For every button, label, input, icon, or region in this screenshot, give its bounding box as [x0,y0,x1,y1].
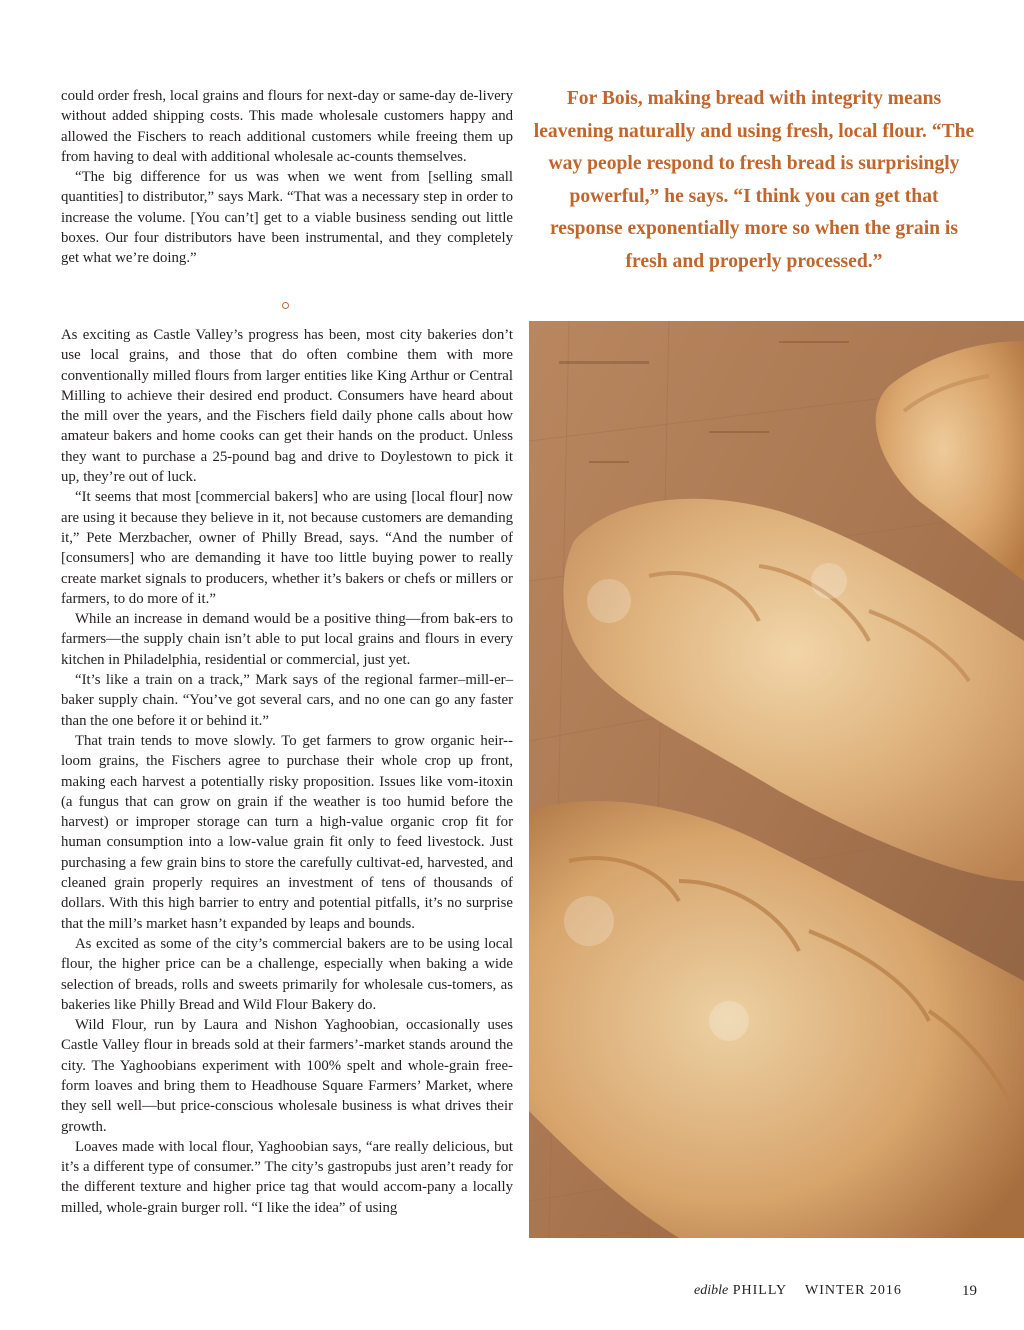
article-paragraph: “It’s like a train on a track,” Mark says of the regional farmer–mill-er–baker supply chain. “You’ve got several cars, and no one can go any faster than the one before it or behind it.” [61,672,513,729]
article-paragraph: Loaves made with local flour, Yaghoobian says, “are really delicious, but it’s a different type of consumer.” The city’s gastropubs just aren’t ready for the different texture and higher price tag that would accom-pany a locally milled, whole-grain burger roll. “I like the idea” of using [61,1138,513,1216]
article-paragraph: That train tends to move slowly. To get farmers to grow organic heir-loom grains, the Fischers agree to purchase their whole crop up front, making each harvest a potentially risky proposition. Issues like vom-itoxin (a fungus that can grow on grain if the weather is too humid before the harvest) or improper storage can turn a high-value organic crop fit for human consumption into a low-value grain fit only to feed livestock. Just purchasing a few grain bins to store the carefully cultivat-ed, harvested, and cleaned grain properly requires an investment of tens of thousands of dollars. With this high barrier to entry and potential pitfalls, it’s no surprise that the mill’s market hasn’t expanded by leaps and bounds. [61,732,513,932]
magazine-name-rest: PHILLY [732,1283,788,1298]
article-main-column [61,325,513,1218]
article-paragraph: could order fresh, local grains and flours for next-day or same-day de-livery without added shipping costs. This made wholesale customers happy and allowed the Fischers to reach additional customers while freeing them up from having to deal with additional wholesale ac-counts themselves. [61,88,513,165]
pull-quote-text: For Bois, making bread with integrity means leavening naturally and using fresh, local flour. “The way people respond to fresh bread is surprisingly powerful,” he says. “I think you can get that response exponentially more so when the grain is fresh and properly processed.” [533,88,975,272]
issue-date: WINTER 2016 [805,1283,902,1298]
pull-quote [533,83,975,278]
article-paragraph: “The big difference for us was when we went from [selling small quantities] to distributor,” says Mark. “That was a necessary step in order to increase the volume. [You can’t] get to a viable business sending out little boxes. Our four distributors have been instrumental, and they completely get what we’re doing.” [61,169,513,267]
article-paragraph: As exciting as Castle Valley’s progress has been, most city bakeries don’t use local grains, and those that do often combine them with more conventionally milled flours from larger entities like King Arthur or Central Milling to achieve their desired end product. Consumers have heard about the mill over the years, and the Fischers field daily phone calls about how amateur bakers and home cooks can get their hands on the product. Unless they want to purchase a 25-pound bag and drive to Doylestown to pick it up, they’re out of luck. [61,327,513,486]
article-top-column [61,86,513,269]
page-footer [0,1283,1024,1303]
magazine-name-italic: edible [694,1283,729,1298]
page-number: 19 [962,1283,977,1299]
baguettes-photo [529,321,1024,1238]
article-paragraph: “It seems that most [commercial bakers] who are using [local flour] now are using it because they believe in it, not because customers are demanding it,” Pete Merzbacher, owner of Philly Bread, says. “And the number of [consumers] who are demanding it have too little buying power to really create market signals to producers, whether it’s bakers or chefs or millers or farmers, to do more of it.” [61,489,513,607]
article-paragraph: While an increase in demand would be a positive thing—from bak-ers to farmers—the supply chain isn’t able to put local grains and flours in every kitchen in Philadelphia, residential or commercial, just yet. [61,611,513,668]
article-paragraph: Wild Flour, run by Laura and Nishon Yaghoobian, occasionally uses Castle Valley flour in breads sold at their farmers’-market stands around the city. The Yaghoobians experiment with 100% spelt and whole-grain free-form loaves and bring them to Headhouse Square Farmers’ Market, where they sell well—but price-conscious wholesale business is what drives their growth. [61,1017,513,1135]
magazine-name [694,1283,787,1299]
article-paragraph: As excited as some of the city’s commercial bakers are to be using local flour, the higher price can be a challenge, especially when baking a wide selection of breads, rolls and sweets primarily for wholesale cus-tomers, as bakeries like Philly Bread and Wild Flour Bakery do. [61,935,513,1013]
section-divider-ornament [282,302,289,309]
